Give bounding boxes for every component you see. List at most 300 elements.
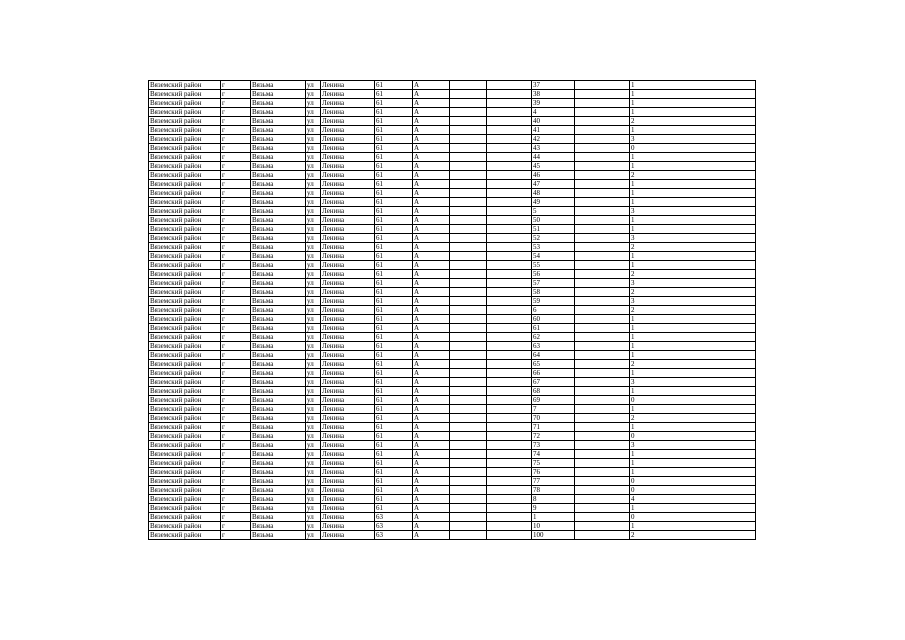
cell-street-type: ул: [306, 513, 321, 522]
cell-extra-3: [575, 189, 630, 198]
cell-street: Ленина: [321, 189, 375, 198]
cell-street: Ленина: [321, 315, 375, 324]
cell-house: 63: [375, 513, 413, 522]
table-row: [149, 180, 756, 189]
cell-extra-1: [450, 486, 487, 495]
cell-extra-1: [450, 90, 487, 99]
cell-street: Ленина: [321, 351, 375, 360]
cell-building-letter: А: [413, 414, 450, 423]
cell-count: 1: [630, 216, 756, 225]
cell-district: Вяземский район: [149, 162, 221, 171]
cell-extra-2: [487, 306, 532, 315]
table-row: [149, 414, 756, 423]
cell-house: 61: [375, 495, 413, 504]
cell-apartment: 73: [532, 441, 575, 450]
cell-district: Вяземский район: [149, 207, 221, 216]
table-row: [149, 351, 756, 360]
cell-settlement-type: г: [221, 477, 251, 486]
table-row: [149, 81, 756, 90]
cell-apartment: 57: [532, 279, 575, 288]
cell-extra-1: [450, 171, 487, 180]
cell-extra-3: [575, 450, 630, 459]
cell-count: 1: [630, 252, 756, 261]
cell-city: Вязьма: [251, 486, 306, 495]
cell-district: Вяземский район: [149, 477, 221, 486]
cell-district: Вяземский район: [149, 108, 221, 117]
cell-house: 61: [375, 441, 413, 450]
table-row: [149, 504, 756, 513]
cell-extra-3: [575, 351, 630, 360]
cell-extra-2: [487, 90, 532, 99]
cell-settlement-type: г: [221, 468, 251, 477]
table-body: [149, 81, 756, 540]
cell-extra-2: [487, 99, 532, 108]
cell-extra-3: [575, 360, 630, 369]
cell-apartment: 64: [532, 351, 575, 360]
cell-extra-2: [487, 441, 532, 450]
cell-settlement-type: г: [221, 144, 251, 153]
cell-city: Вязьма: [251, 387, 306, 396]
cell-building-letter: А: [413, 477, 450, 486]
cell-extra-1: [450, 243, 487, 252]
cell-apartment: 43: [532, 144, 575, 153]
table-row: [149, 261, 756, 270]
cell-street: Ленина: [321, 459, 375, 468]
cell-settlement-type: г: [221, 252, 251, 261]
cell-city: Вязьма: [251, 297, 306, 306]
cell-extra-1: [450, 477, 487, 486]
cell-extra-2: [487, 522, 532, 531]
cell-extra-2: [487, 153, 532, 162]
cell-extra-3: [575, 288, 630, 297]
cell-building-letter: А: [413, 432, 450, 441]
cell-settlement-type: г: [221, 369, 251, 378]
cell-extra-3: [575, 459, 630, 468]
cell-street-type: ул: [306, 153, 321, 162]
cell-apartment: 47: [532, 180, 575, 189]
cell-building-letter: А: [413, 333, 450, 342]
cell-extra-3: [575, 414, 630, 423]
cell-extra-3: [575, 225, 630, 234]
cell-count: 0: [630, 396, 756, 405]
cell-street: Ленина: [321, 180, 375, 189]
cell-extra-3: [575, 207, 630, 216]
cell-settlement-type: г: [221, 198, 251, 207]
cell-count: 1: [630, 504, 756, 513]
cell-extra-1: [450, 306, 487, 315]
cell-building-letter: А: [413, 522, 450, 531]
cell-count: 1: [630, 180, 756, 189]
cell-extra-1: [450, 324, 487, 333]
cell-city: Вязьма: [251, 378, 306, 387]
cell-count: 1: [630, 351, 756, 360]
cell-extra-2: [487, 405, 532, 414]
cell-street: Ленина: [321, 486, 375, 495]
cell-street: Ленина: [321, 522, 375, 531]
cell-extra-3: [575, 432, 630, 441]
cell-street-type: ул: [306, 144, 321, 153]
cell-street-type: ул: [306, 495, 321, 504]
table-row: [149, 153, 756, 162]
table-row: [149, 243, 756, 252]
cell-district: Вяземский район: [149, 450, 221, 459]
cell-street-type: ул: [306, 369, 321, 378]
cell-apartment: 56: [532, 270, 575, 279]
cell-extra-3: [575, 234, 630, 243]
cell-city: Вязьма: [251, 450, 306, 459]
cell-building-letter: А: [413, 369, 450, 378]
cell-extra-3: [575, 468, 630, 477]
cell-count: 1: [630, 405, 756, 414]
cell-house: 61: [375, 225, 413, 234]
cell-count: 1: [630, 81, 756, 90]
cell-city: Вязьма: [251, 252, 306, 261]
cell-street: Ленина: [321, 135, 375, 144]
table-row: [149, 117, 756, 126]
cell-district: Вяземский район: [149, 315, 221, 324]
table-row: [149, 468, 756, 477]
cell-extra-3: [575, 405, 630, 414]
cell-city: Вязьма: [251, 369, 306, 378]
cell-apartment: 72: [532, 432, 575, 441]
cell-building-letter: А: [413, 288, 450, 297]
cell-extra-3: [575, 144, 630, 153]
cell-apartment: 62: [532, 333, 575, 342]
cell-street-type: ул: [306, 396, 321, 405]
cell-house: 61: [375, 351, 413, 360]
cell-extra-2: [487, 216, 532, 225]
cell-district: Вяземский район: [149, 333, 221, 342]
cell-district: Вяземский район: [149, 378, 221, 387]
cell-settlement-type: г: [221, 504, 251, 513]
cell-extra-1: [450, 99, 487, 108]
cell-extra-3: [575, 162, 630, 171]
cell-street: Ленина: [321, 234, 375, 243]
cell-house: 61: [375, 315, 413, 324]
cell-district: Вяземский район: [149, 306, 221, 315]
cell-extra-3: [575, 369, 630, 378]
cell-settlement-type: г: [221, 396, 251, 405]
cell-street: Ленина: [321, 468, 375, 477]
cell-settlement-type: г: [221, 342, 251, 351]
cell-extra-1: [450, 144, 487, 153]
cell-city: Вязьма: [251, 81, 306, 90]
cell-settlement-type: г: [221, 495, 251, 504]
cell-count: 0: [630, 486, 756, 495]
cell-extra-2: [487, 81, 532, 90]
cell-house: 61: [375, 432, 413, 441]
cell-house: 61: [375, 423, 413, 432]
cell-settlement-type: г: [221, 333, 251, 342]
table-row: [149, 423, 756, 432]
cell-count: 2: [630, 360, 756, 369]
cell-extra-1: [450, 396, 487, 405]
cell-district: Вяземский район: [149, 459, 221, 468]
cell-house: 61: [375, 477, 413, 486]
cell-street: Ленина: [321, 99, 375, 108]
cell-street: Ленина: [321, 495, 375, 504]
cell-street-type: ул: [306, 423, 321, 432]
cell-street-type: ул: [306, 279, 321, 288]
cell-city: Вязьма: [251, 216, 306, 225]
cell-district: Вяземский район: [149, 468, 221, 477]
cell-building-letter: А: [413, 180, 450, 189]
cell-settlement-type: г: [221, 153, 251, 162]
cell-street-type: ул: [306, 405, 321, 414]
cell-settlement-type: г: [221, 441, 251, 450]
cell-settlement-type: г: [221, 423, 251, 432]
cell-settlement-type: г: [221, 297, 251, 306]
cell-count: 4: [630, 495, 756, 504]
cell-extra-1: [450, 207, 487, 216]
cell-street-type: ул: [306, 99, 321, 108]
cell-building-letter: А: [413, 153, 450, 162]
cell-extra-2: [487, 207, 532, 216]
cell-extra-2: [487, 513, 532, 522]
cell-district: Вяземский район: [149, 405, 221, 414]
cell-building-letter: А: [413, 189, 450, 198]
cell-building-letter: А: [413, 351, 450, 360]
cell-count: 1: [630, 522, 756, 531]
table-row: [149, 531, 756, 540]
table-row: [149, 342, 756, 351]
cell-house: 61: [375, 261, 413, 270]
cell-city: Вязьма: [251, 441, 306, 450]
cell-street: Ленина: [321, 153, 375, 162]
cell-count: 3: [630, 135, 756, 144]
cell-district: Вяземский район: [149, 252, 221, 261]
cell-house: 61: [375, 396, 413, 405]
cell-house: 61: [375, 288, 413, 297]
cell-street-type: ул: [306, 252, 321, 261]
cell-city: Вязьма: [251, 396, 306, 405]
cell-extra-2: [487, 486, 532, 495]
cell-street-type: ул: [306, 117, 321, 126]
cell-house: 61: [375, 153, 413, 162]
cell-building-letter: А: [413, 198, 450, 207]
cell-count: 2: [630, 531, 756, 540]
cell-district: Вяземский район: [149, 360, 221, 369]
cell-street: Ленина: [321, 171, 375, 180]
cell-extra-3: [575, 396, 630, 405]
cell-extra-2: [487, 468, 532, 477]
cell-settlement-type: г: [221, 270, 251, 279]
cell-extra-2: [487, 288, 532, 297]
cell-apartment: 65: [532, 360, 575, 369]
cell-apartment: 6: [532, 306, 575, 315]
cell-street: Ленина: [321, 261, 375, 270]
cell-city: Вязьма: [251, 279, 306, 288]
cell-extra-1: [450, 117, 487, 126]
cell-count: 3: [630, 279, 756, 288]
cell-extra-1: [450, 288, 487, 297]
cell-extra-2: [487, 144, 532, 153]
cell-extra-2: [487, 396, 532, 405]
cell-street: Ленина: [321, 531, 375, 540]
cell-count: 3: [630, 297, 756, 306]
table-row: [149, 495, 756, 504]
cell-city: Вязьма: [251, 342, 306, 351]
cell-building-letter: А: [413, 108, 450, 117]
cell-house: 61: [375, 324, 413, 333]
address-table: [148, 80, 756, 540]
cell-street: Ленина: [321, 378, 375, 387]
cell-settlement-type: г: [221, 360, 251, 369]
cell-extra-2: [487, 279, 532, 288]
cell-city: Вязьма: [251, 162, 306, 171]
cell-city: Вязьма: [251, 261, 306, 270]
cell-building-letter: А: [413, 495, 450, 504]
cell-district: Вяземский район: [149, 225, 221, 234]
cell-district: Вяземский район: [149, 369, 221, 378]
cell-count: 1: [630, 225, 756, 234]
cell-street: Ленина: [321, 342, 375, 351]
cell-house: 61: [375, 306, 413, 315]
cell-extra-1: [450, 441, 487, 450]
cell-extra-2: [487, 297, 532, 306]
cell-count: 2: [630, 414, 756, 423]
cell-apartment: 5: [532, 207, 575, 216]
cell-house: 61: [375, 108, 413, 117]
cell-extra-1: [450, 189, 487, 198]
cell-extra-3: [575, 81, 630, 90]
cell-city: Вязьма: [251, 477, 306, 486]
cell-apartment: 4: [532, 108, 575, 117]
cell-district: Вяземский район: [149, 243, 221, 252]
cell-settlement-type: г: [221, 90, 251, 99]
cell-extra-3: [575, 198, 630, 207]
cell-building-letter: А: [413, 459, 450, 468]
cell-apartment: 63: [532, 342, 575, 351]
cell-street-type: ул: [306, 387, 321, 396]
cell-extra-2: [487, 117, 532, 126]
cell-street-type: ул: [306, 486, 321, 495]
cell-count: 1: [630, 459, 756, 468]
cell-extra-1: [450, 108, 487, 117]
cell-street: Ленина: [321, 162, 375, 171]
cell-building-letter: А: [413, 270, 450, 279]
cell-city: Вязьма: [251, 468, 306, 477]
cell-city: Вязьма: [251, 171, 306, 180]
cell-district: Вяземский район: [149, 171, 221, 180]
cell-district: Вяземский район: [149, 513, 221, 522]
cell-extra-2: [487, 423, 532, 432]
cell-settlement-type: г: [221, 351, 251, 360]
cell-count: 0: [630, 432, 756, 441]
cell-district: Вяземский район: [149, 387, 221, 396]
cell-building-letter: А: [413, 504, 450, 513]
cell-apartment: 69: [532, 396, 575, 405]
cell-apartment: 78: [532, 486, 575, 495]
table-row: [149, 207, 756, 216]
cell-district: Вяземский район: [149, 99, 221, 108]
cell-city: Вязьма: [251, 315, 306, 324]
cell-street-type: ул: [306, 297, 321, 306]
cell-street-type: ул: [306, 189, 321, 198]
cell-settlement-type: г: [221, 405, 251, 414]
cell-building-letter: А: [413, 450, 450, 459]
cell-extra-1: [450, 432, 487, 441]
cell-extra-2: [487, 432, 532, 441]
cell-extra-3: [575, 324, 630, 333]
cell-extra-1: [450, 468, 487, 477]
cell-extra-3: [575, 495, 630, 504]
table-row: [149, 324, 756, 333]
cell-district: Вяземский район: [149, 126, 221, 135]
cell-extra-1: [450, 225, 487, 234]
cell-house: 61: [375, 360, 413, 369]
cell-extra-3: [575, 477, 630, 486]
cell-house: 61: [375, 405, 413, 414]
cell-apartment: 48: [532, 189, 575, 198]
cell-district: Вяземский район: [149, 81, 221, 90]
cell-extra-2: [487, 189, 532, 198]
cell-street-type: ул: [306, 234, 321, 243]
cell-street-type: ул: [306, 288, 321, 297]
cell-extra-2: [487, 378, 532, 387]
cell-extra-3: [575, 297, 630, 306]
cell-count: 1: [630, 315, 756, 324]
cell-apartment: 9: [532, 504, 575, 513]
cell-house: 61: [375, 198, 413, 207]
cell-street-type: ул: [306, 522, 321, 531]
table-row: [149, 126, 756, 135]
cell-apartment: 8: [532, 495, 575, 504]
cell-settlement-type: г: [221, 513, 251, 522]
cell-district: Вяземский район: [149, 432, 221, 441]
cell-extra-1: [450, 234, 487, 243]
cell-building-letter: А: [413, 252, 450, 261]
cell-extra-2: [487, 351, 532, 360]
cell-count: 1: [630, 153, 756, 162]
cell-house: 61: [375, 117, 413, 126]
cell-street: Ленина: [321, 270, 375, 279]
cell-street-type: ул: [306, 171, 321, 180]
cell-extra-1: [450, 513, 487, 522]
cell-house: 61: [375, 279, 413, 288]
table-row: [149, 288, 756, 297]
cell-house: 61: [375, 99, 413, 108]
cell-count: 1: [630, 450, 756, 459]
cell-settlement-type: г: [221, 288, 251, 297]
cell-extra-3: [575, 117, 630, 126]
cell-extra-2: [487, 531, 532, 540]
cell-house: 61: [375, 252, 413, 261]
cell-building-letter: А: [413, 207, 450, 216]
cell-apartment: 58: [532, 288, 575, 297]
cell-settlement-type: г: [221, 261, 251, 270]
cell-street: Ленина: [321, 288, 375, 297]
cell-building-letter: А: [413, 405, 450, 414]
table-row: [149, 108, 756, 117]
cell-settlement-type: г: [221, 243, 251, 252]
cell-extra-1: [450, 351, 487, 360]
cell-house: 61: [375, 243, 413, 252]
cell-city: Вязьма: [251, 117, 306, 126]
cell-city: Вязьма: [251, 414, 306, 423]
cell-district: Вяземский район: [149, 486, 221, 495]
cell-count: 1: [630, 423, 756, 432]
cell-apartment: 75: [532, 459, 575, 468]
cell-apartment: 70: [532, 414, 575, 423]
cell-extra-1: [450, 126, 487, 135]
cell-settlement-type: г: [221, 378, 251, 387]
cell-street-type: ул: [306, 135, 321, 144]
cell-building-letter: А: [413, 423, 450, 432]
cell-building-letter: А: [413, 162, 450, 171]
cell-count: 2: [630, 306, 756, 315]
cell-district: Вяземский район: [149, 153, 221, 162]
